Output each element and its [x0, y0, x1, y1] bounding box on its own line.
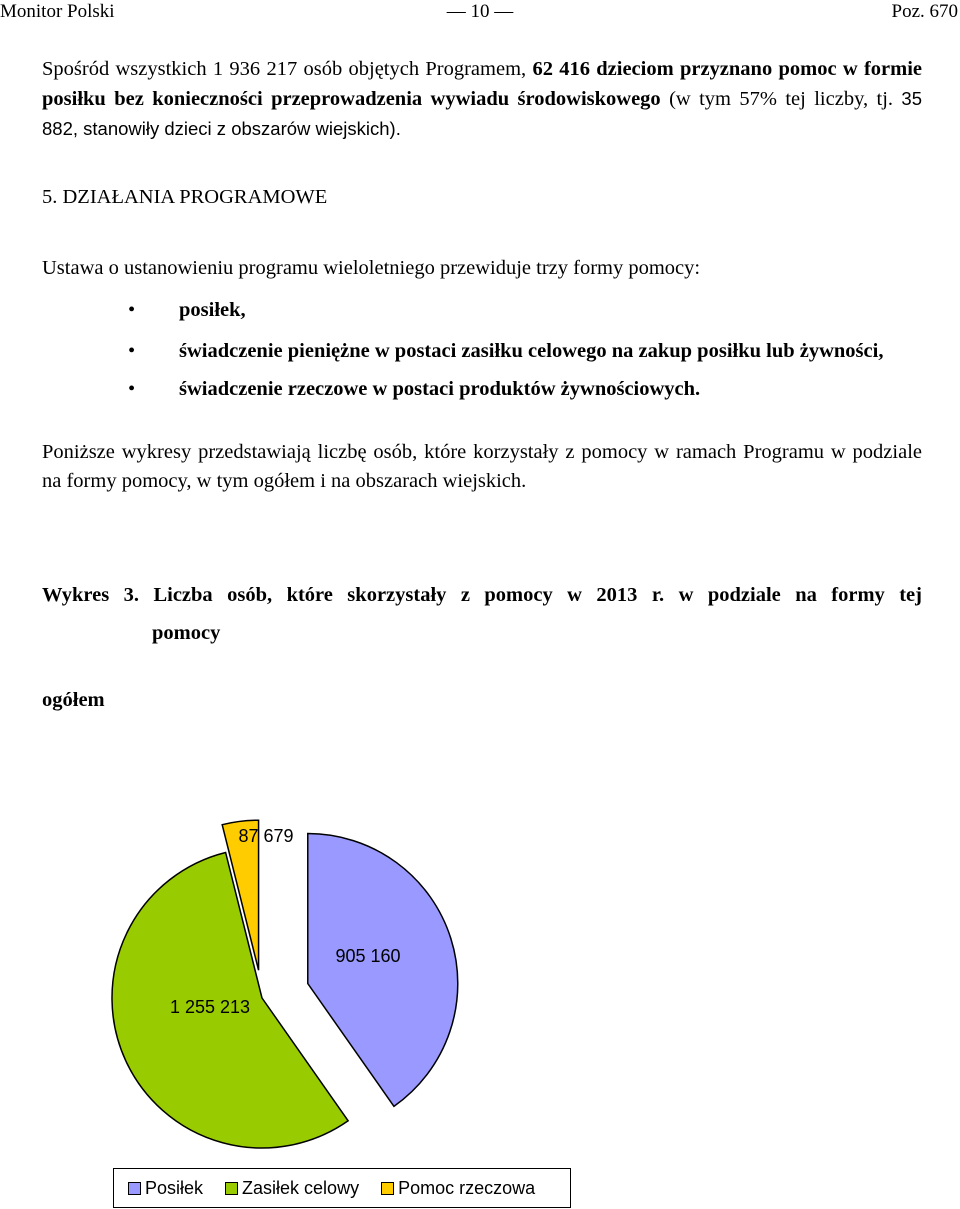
- chart-subtitle: ogółem: [42, 689, 105, 711]
- page-number: — 10 —: [446, 1, 514, 22]
- intro-text: Ustawa o ustanowieniu programu wieloletniego przewiduje trzy formy pomocy:: [42, 257, 701, 279]
- paragraph-charts-intro: Poniższe wykresy przedstawiają liczbę osób, które korzystały z pomocy w ramach Programu w podziale na formy pomocy, w tym ogółem i na obszarach wiejskich.: [42, 441, 922, 492]
- paragraph-summary-part1: Spośród wszystkich 1 936 217 osób objętych Programem,: [42, 58, 533, 80]
- pie-data-label-0: 905 160: [335, 946, 401, 966]
- running-header-title: Monitor Polski: [0, 1, 115, 22]
- legend-item-posilek: [128, 1178, 203, 1199]
- position-number: Poz. 670: [891, 1, 958, 22]
- legend-label: Posiłek: [145, 1177, 204, 1198]
- bullet-icon: •: [128, 378, 136, 400]
- list-item-text: świadczenie rzeczowe w postaci produktów żywnościowych.: [179, 378, 701, 400]
- bullet-icon: •: [128, 299, 136, 321]
- section-heading: 5. DZIAŁANIA PROGRAMOWE: [42, 186, 328, 208]
- chart-legend: [113, 1168, 571, 1208]
- pie-data-label-1: 1 255 213: [169, 997, 251, 1017]
- pie-slice-0: [308, 834, 458, 1107]
- pie-data-label-2: 87 679: [238, 826, 294, 846]
- legend-swatch: [381, 1182, 394, 1195]
- legend-label: Zasiłek celowy: [242, 1177, 360, 1198]
- paragraph-summary-bold: 62 416 dzieciom przyznano pomoc w formie posiłku bez konieczności przeprowadzenia wywiadu środowiskowego: [42, 58, 923, 110]
- legend-item-zasilek: [225, 1178, 359, 1199]
- legend-swatch: [128, 1182, 141, 1195]
- paragraph-summary-part2: (w tym 57% tej liczby, tj.: [660, 88, 902, 110]
- chart-caption: Wykres 3. Liczba osób, które skorzystały z pomocy w 2013 r. w podziale na formy tej: [42, 584, 922, 606]
- legend-label: Pomoc rzeczowa: [398, 1177, 536, 1198]
- list-item-text: świadczenie pieniężne w postaci zasiłku celowego na zakup posiłku lub żywności,: [179, 340, 884, 362]
- list-item-text: posiłek,: [179, 299, 246, 321]
- bullet-icon: •: [128, 340, 136, 362]
- legend-item-pomoc-rzeczowa: [381, 1178, 535, 1199]
- legend-swatch: [225, 1182, 238, 1195]
- paragraph-summary-part3: 35 882, stanowiły dzieci z obszarów wiejskich).: [42, 88, 922, 139]
- chart-caption-continued: pomocy: [152, 622, 221, 644]
